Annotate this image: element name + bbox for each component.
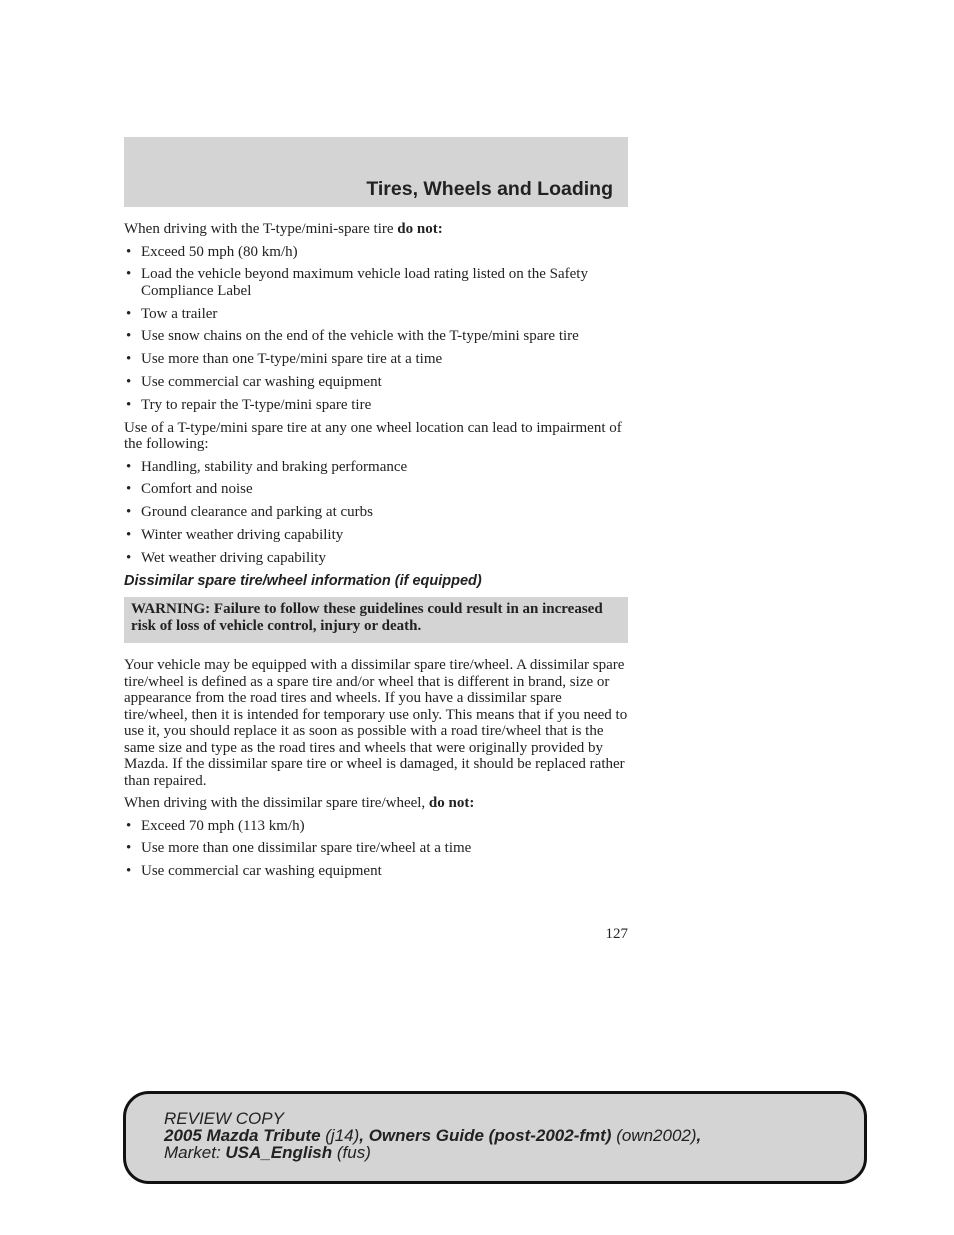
dissimilar-intro-bold: do not:	[428, 795, 475, 812]
list-item: • Winter weather driving capability	[124, 527, 628, 544]
list-item: • Handling, stability and braking performance	[124, 459, 628, 476]
list-item: • Use more than one T-type/mini spare tire at a time	[124, 351, 628, 368]
footer-market-code: (fus)	[332, 1143, 371, 1162]
review-copy-label: REVIEW COPY	[164, 1109, 284, 1128]
dissimilar-restrictions-list	[124, 818, 628, 880]
impairment-list	[124, 459, 628, 567]
page-number: 127	[605, 926, 628, 942]
list-item: • Tow a trailer	[124, 306, 628, 323]
dissimilar-intro	[124, 795, 628, 812]
footer-model: 2005 Mazda Tribute	[164, 1126, 321, 1145]
list-item: • Exceed 70 mph (113 km/h)	[124, 818, 628, 835]
list-item: • Use more than one dissimilar spare tire/wheel at a time	[124, 840, 628, 857]
list-item: • Use commercial car washing equipment	[124, 863, 628, 880]
footer-market-label: Market:	[164, 1143, 226, 1162]
list-item: • Try to repair the T-type/mini spare tire	[124, 397, 628, 414]
footer-guide: , Owners Guide (post-2002-fmt)	[359, 1126, 612, 1145]
main-content	[124, 221, 628, 886]
footer-model-code: (j14)	[320, 1126, 360, 1145]
dissimilar-intro-text: When driving with the dissimilar spare tire/wheel,	[124, 795, 429, 812]
page-title: Tires, Wheels and Loading	[366, 178, 613, 200]
list-item: • Wet weather driving capability	[124, 550, 628, 567]
review-copy-footer	[123, 1091, 867, 1184]
list-item: • Comfort and noise	[124, 481, 628, 498]
header-band	[124, 137, 628, 207]
list-item: • Load the vehicle beyond maximum vehicle load rating listed on the Safety Compliance Label	[124, 266, 628, 299]
list-item: • Exceed 50 mph (80 km/h)	[124, 244, 628, 261]
t-type-intro-text: When driving with the T-type/mini-spare tire	[124, 221, 398, 237]
footer-market-line	[164, 1144, 701, 1161]
section-subheading: Dissimilar spare tire/wheel information (if equipped)	[124, 572, 482, 589]
warning-box: WARNING: Failure to follow these guidelines could result in an increased risk of loss of vehicle control, injury or death.	[124, 597, 628, 643]
t-type-restrictions-list	[124, 244, 628, 414]
t-type-intro	[124, 221, 628, 238]
list-item: • Use snow chains on the end of the vehicle with the T-type/mini spare tire	[124, 328, 628, 345]
footer-text	[164, 1110, 701, 1161]
t-type-intro-bold: do not:	[397, 221, 443, 237]
list-item: • Use commercial car washing equipment	[124, 374, 628, 391]
footer-market: USA_English	[225, 1143, 333, 1162]
impairment-intro: Use of a T-type/mini spare tire at any one wheel location can lead to impairment of the following:	[124, 419, 622, 453]
list-item: • Ground clearance and parking at curbs	[124, 504, 628, 521]
footer-comma: ,	[696, 1126, 702, 1145]
dissimilar-body: Your vehicle may be equipped with a dissimilar spare tire/wheel. A dissimilar spare tire/wheel is defined as a spare tire and/or wheel that is different in brand, size or appearance from the road tires and wheels. If you have a dissimilar spare tire/wheel, then it is intended for temporary use only. This means that if you need to use it, you should replace it as soon as possible with a road tire/wheel that is the same size and type as the road tires and wheels that were originally provided by Mazda. If the dissimilar spare tire or wheel is damaged, it should be replaced rather than repaired.	[124, 657, 628, 789]
footer-model-line	[164, 1127, 701, 1144]
footer-guide-code: (own2002)	[611, 1126, 697, 1145]
